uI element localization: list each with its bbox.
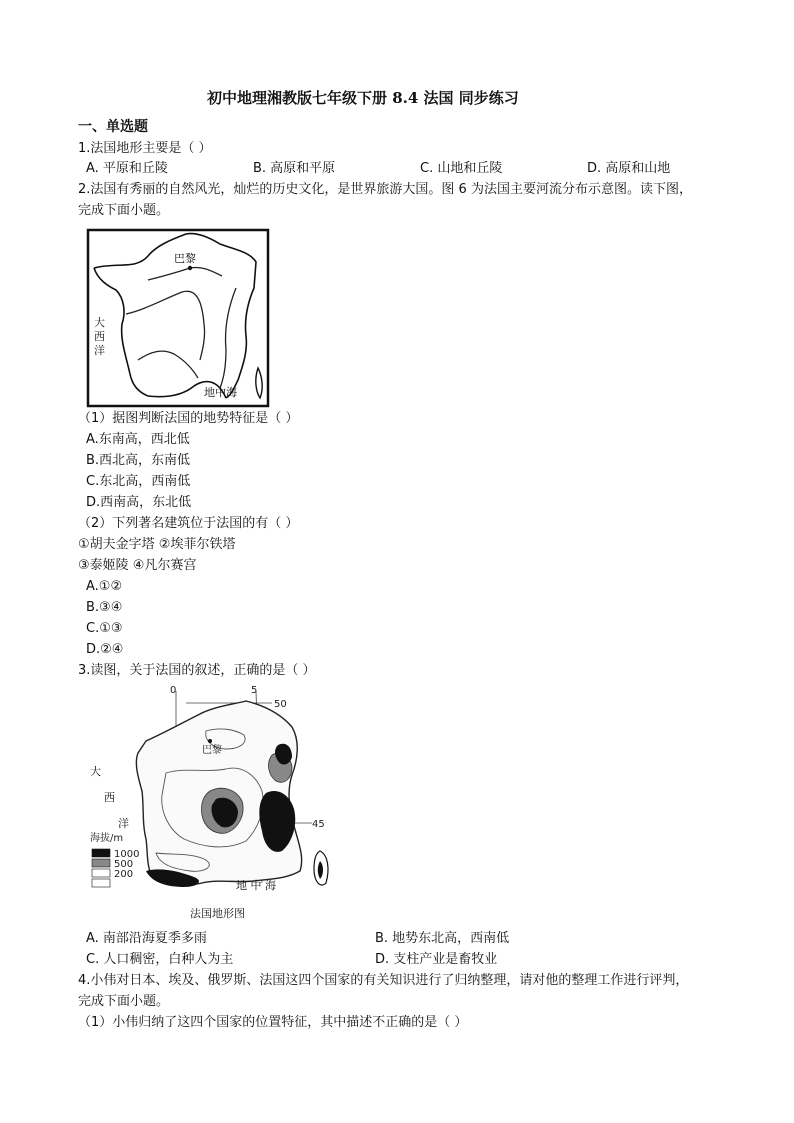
france-terrain-map (86, 683, 346, 923)
section-heading: 一、单选题 (78, 119, 148, 135)
q2-sub2-option-b: B.③④ (86, 600, 123, 615)
terrain-legend-200: 200 (114, 869, 134, 880)
question-1-stem: 1.法国地形主要是（ ） (78, 141, 212, 156)
terrain-ocean-3: 洋 (118, 817, 129, 830)
map-label-atlantic-3: 洋 (94, 344, 105, 357)
map-label-atlantic-1: 大 (94, 316, 105, 329)
q2-sub2-stem: （2）下列著名建筑位于法国的有（ ） (78, 516, 299, 531)
france-rivers-map (86, 228, 270, 408)
q1-option-b: B. 高原和平原 (253, 161, 336, 176)
q2-sub2-option-c: C.①③ (86, 621, 123, 636)
map-label-atlantic-2: 西 (94, 330, 105, 343)
terrain-lat-50: 50 (274, 699, 287, 710)
q2-sub1-option-c: C.东北高，西南低 (86, 474, 191, 489)
terrain-lat-45: 45 (312, 819, 325, 830)
question-4-stem: 4.小伟对日本、埃及、俄罗斯、法国这四个国家的有关知识进行了归纳整理，请对他的整理工作进行评判， (78, 973, 689, 988)
terrain-caption: 法国地形图 (190, 907, 245, 920)
terrain-lon-5: 5 (251, 685, 258, 696)
terrain-ocean-2: 西 (104, 791, 115, 804)
terrain-ocean-1: 大 (90, 765, 101, 778)
terrain-legend-title: 海拔/m (90, 833, 124, 844)
question-2-stem: 2.法国有秀丽的自然风光，灿烂的历史文化，是世界旅游大国。图 6 为法国主要河流分布示意图。读下图， (78, 182, 692, 197)
question-3-stem: 3.读图，关于法国的叙述，正确的是（ ） (78, 663, 316, 678)
q3-option-b: B. 地势东北高，西南低 (375, 931, 510, 946)
q3-option-a: A. 南部沿海夏季多雨 (86, 931, 207, 946)
q4-sub1-stem: （1）小伟归纳了这四个国家的位置特征，其中描述不正确的是（ ） (78, 1015, 468, 1030)
q2-sub2-option-d: D.②④ (86, 642, 124, 657)
terrain-lon-0: 0 (170, 685, 177, 696)
q1-option-a: A. 平原和丘陵 (86, 161, 168, 176)
q2-sub1-stem: （1）据图判断法国的地势特征是（ ） (78, 411, 299, 426)
q1-option-d: D. 高原和山地 (587, 161, 671, 176)
q2-sub1-option-d: D.西南高，东北低 (86, 495, 192, 510)
q2-sub2-items-1: ①胡夫金字塔 ②埃菲尔铁塔 (78, 537, 236, 552)
map-label-mediterranean: 地中海 (204, 386, 237, 399)
page-title: 初中地理湘教版七年级下册 8.4 法国 同步练习 (207, 89, 519, 107)
question-4-stem-cont: 完成下面小题。 (78, 994, 170, 1009)
q2-sub1-option-a: A.东南高，西北低 (86, 432, 190, 447)
terrain-legend-500: 500 (114, 859, 134, 870)
q2-sub2-items-2: ③泰姬陵 ④凡尔赛宫 (78, 558, 197, 573)
terrain-paris: 巴黎 (202, 745, 222, 756)
q2-sub2-option-a: A.①② (86, 579, 123, 594)
q1-option-c: C. 山地和丘陵 (420, 161, 503, 176)
q2-sub1-option-b: B.西北高，东南低 (86, 453, 191, 468)
q3-option-c: C. 人口稠密，白种人为主 (86, 952, 234, 967)
terrain-sea: 地 中 海 (236, 879, 276, 892)
question-2-stem-cont: 完成下面小题。 (78, 203, 170, 218)
terrain-legend-1000: 1000 (114, 849, 140, 860)
map-label-paris: 巴黎 (174, 252, 196, 265)
q3-option-d: D. 支柱产业是畜牧业 (375, 952, 498, 967)
